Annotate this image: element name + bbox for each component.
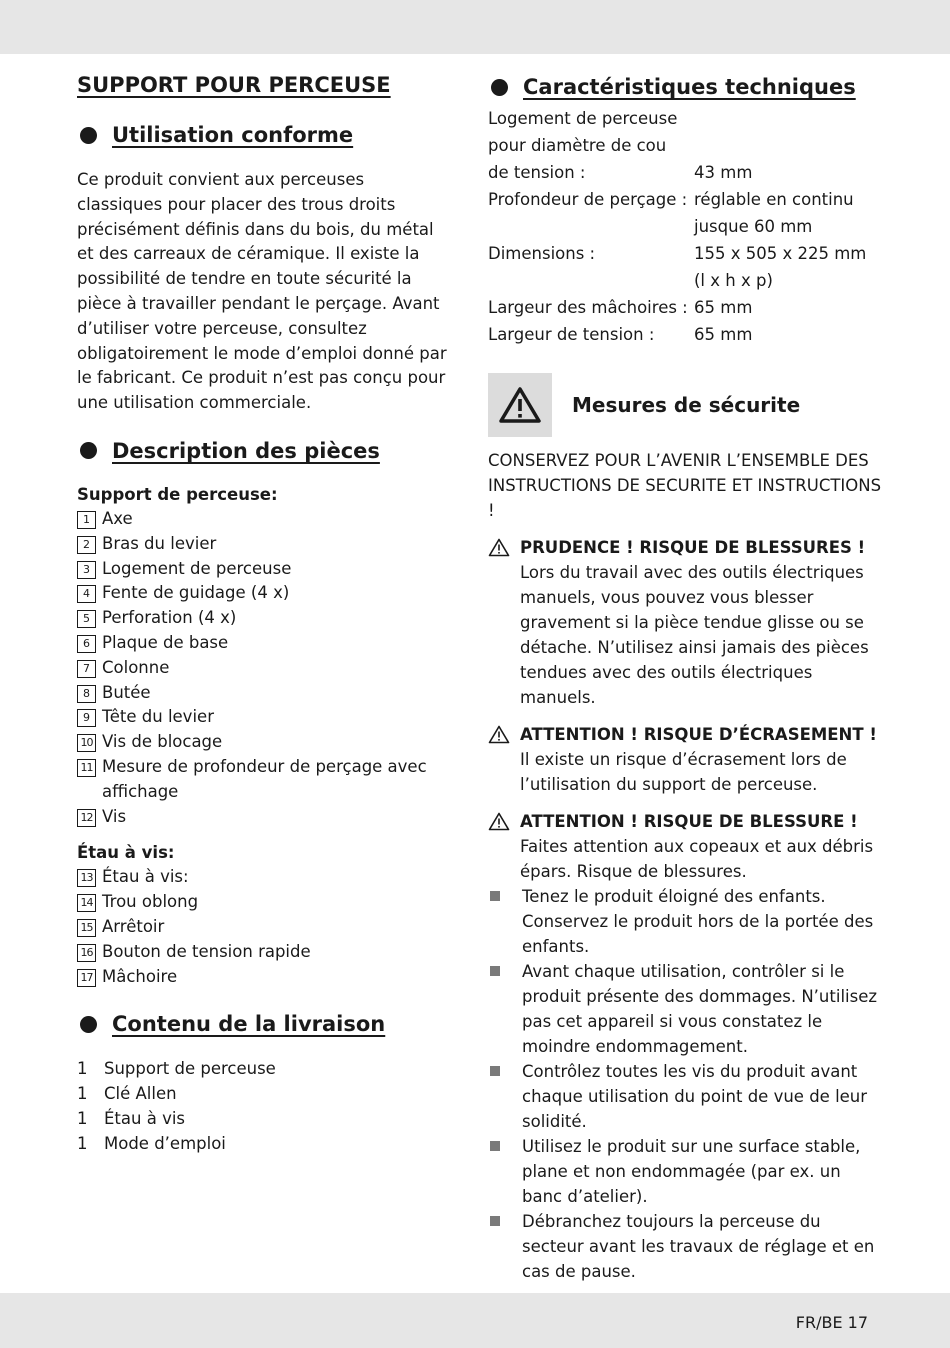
part-label: Mâchoire [102,966,178,986]
part-item [77,965,447,990]
part-item [77,890,447,915]
spec-value: 65 mm [694,325,753,344]
warning-block [488,809,883,884]
spec-label: de tension : [488,163,586,182]
delivery-label: Support de perceuse [104,1059,276,1079]
part-item [77,606,447,631]
parts-group-title: Support de perceuse: [77,484,278,504]
delivery-qty: 1 [77,1109,88,1129]
top-bar [0,0,950,54]
square-bullet-icon [490,891,500,901]
safety-bullet-text: Contrôlez toutes les vis du produit avant chaque utilisation du point de vue de leur solidité. [522,1062,868,1131]
section-title: Contenu de la livraison [112,1012,386,1037]
part-number: 5 [77,610,96,628]
parts-group-title: Étau à vis: [77,843,175,863]
delivery-label: Clé Allen [104,1084,177,1104]
bullet-icon [80,442,97,459]
part-item [77,631,447,656]
part-item [77,915,447,940]
part-item [77,507,447,532]
safety-bullet-item [488,1134,883,1209]
safety-bullet-item [488,1209,883,1284]
parts-list-drill-support [77,507,447,829]
spec-label: Largeur des mâchoires : [488,298,688,317]
page-number: FR/BE 17 [795,1313,868,1332]
spec-label: Logement de perceuse [488,109,678,128]
delivery-item [77,1131,447,1156]
safety-bullet-item [488,959,883,1059]
warning-heading: ATTENTION ! RISQUE DE BLESSURE ! [520,812,858,831]
page-title: SUPPORT POUR PERCEUSE [77,73,391,97]
part-number: 4 [77,585,96,603]
warning-text: Faites attention aux copeaux et aux débris épars. Risque de blessures. [520,837,874,881]
delivery-qty: 1 [77,1134,88,1154]
section-title: Utilisation conforme [112,123,354,147]
part-item [77,805,447,830]
safety-bullet-item [488,1059,883,1134]
part-label: Arrêtoir [102,916,165,936]
safety-bullet-text: Utilisez le produit sur une surface stable, plane et non endommagée (par ex. un banc d’atelier). [522,1137,861,1206]
warning-triangle-icon [488,373,552,437]
part-label: Axe [102,508,133,528]
spec-label: Profondeur de perçage : [488,190,688,209]
bullet-icon [491,79,508,96]
part-number: 9 [77,709,96,727]
section-specs-heading [488,72,883,102]
part-label: Butée [102,682,151,702]
part-item [77,705,447,730]
warning-text: Il existe un risque d’écrasement lors de l’utilisation du support de perceuse. [520,750,847,794]
part-number: 3 [77,561,96,579]
safety-heading [488,373,883,437]
part-number: 14 [77,894,96,912]
warning-icon [488,809,520,884]
part-item [77,681,447,706]
spec-value: (l x h x p) [694,271,773,290]
part-number: 6 [77,635,96,653]
spec-label: pour diamètre de cou [488,136,667,155]
part-number: 17 [77,969,96,987]
delivery-qty: 1 [77,1059,88,1079]
spec-label: Largeur de tension : [488,325,655,344]
square-bullet-icon [490,1141,500,1151]
part-number: 15 [77,919,96,937]
part-item [77,656,447,681]
section-title: Description des pièces [112,438,380,463]
left-column [77,70,447,1156]
part-label: Logement de perceuse [102,558,292,578]
part-number: 11 [77,759,96,777]
delivery-qty: 1 [77,1084,88,1104]
delivery-list [77,1056,447,1156]
square-bullet-icon [490,1066,500,1076]
section-parts-heading [77,436,447,466]
part-label: Perforation (4 x) [102,608,237,628]
part-number: 10 [77,734,96,752]
square-bullet-icon [490,966,500,976]
specs-table [488,105,883,348]
part-label: Plaque de base [102,632,229,652]
part-number: 1 [77,511,96,529]
part-item [77,865,447,890]
section-title: Caractéristiques techniques [523,75,856,99]
part-label: Trou oblong [102,892,199,912]
right-column [488,70,883,1284]
spec-label [488,213,694,240]
part-number: 8 [77,685,96,703]
safety-bullet-text: Tenez le produit éloigné des enfants. Conservez le produit hors de la portée des enfants. [522,887,874,956]
warning-icon [488,722,520,797]
safety-title: Mesures de sécurite [572,393,801,417]
delivery-label: Mode d’emploi [104,1134,226,1154]
spec-value: réglable en continu [694,190,854,209]
parts-list-vise [77,865,447,989]
part-item [77,532,447,557]
part-item [77,557,447,582]
part-label: Vis de blocage [102,732,223,752]
part-label: Étau à vis: [102,867,189,887]
warning-heading: ATTENTION ! RISQUE D’ÉCRASEMENT ! [520,725,877,744]
delivery-item [77,1056,447,1081]
warning-block [488,535,883,710]
section-usage-heading [77,120,447,150]
bullet-icon [80,1016,97,1033]
safety-bullet-text: Avant chaque utilisation, contrôler si le produit présente des dommages. N’utilisez pas cet appareil si vous constatez le moindre endommagement. [522,962,878,1056]
part-label: Bouton de tension rapide [102,941,311,961]
part-label: Bras du levier [102,533,217,553]
delivery-item [77,1106,447,1131]
keep-instructions-text: CONSERVEZ POUR L’AVENIR L’ENSEMBLE DES INSTRUCTIONS DE SECURITE ET INSTRUCTIONS ! [488,451,882,520]
part-number: 13 [77,869,96,887]
safety-bullet-list [488,884,883,1284]
part-number: 12 [77,809,96,827]
spec-value: 155 x 505 x 225 mm [694,244,867,263]
part-item [77,730,447,755]
spec-value: jusque 60 mm [694,217,813,236]
part-item [77,581,447,606]
bullet-icon [80,127,97,144]
part-item [77,755,447,805]
part-number: 7 [77,660,96,678]
part-label: Fente de guidage (4 x) [102,583,290,603]
warning-block [488,722,883,797]
safety-bullet-item [488,884,883,959]
spec-value: 43 mm [694,163,753,182]
part-item [77,940,447,965]
spec-label [488,267,694,294]
warning-icon [488,535,520,710]
part-number: 2 [77,536,96,554]
part-label: Colonne [102,657,170,677]
part-label: Tête du levier [102,707,214,727]
warning-text: Lors du travail avec des outils électriques manuels, vous pouvez vous blesser gravement si la pièce tendue glisse ou se détache. N’utilisez ainsi jamais des pièces tendues avec des outils électriques manuels. [520,563,869,707]
spec-value [694,132,883,159]
square-bullet-icon [490,1216,500,1226]
spec-value [694,105,883,132]
warning-heading: PRUDENCE ! RISQUE DE BLESSURES ! [520,538,866,557]
delivery-item [77,1081,447,1106]
part-label: Mesure de profondeur de perçage avec affichage [102,756,427,801]
delivery-label: Étau à vis [104,1109,186,1129]
part-label: Vis [102,806,127,826]
spec-label: Dimensions : [488,244,596,263]
part-number: 16 [77,944,96,962]
spec-value: 65 mm [694,298,753,317]
safety-bullet-text: Débranchez toujours la perceuse du secteur avant les travaux de réglage et en cas de pause. [522,1212,875,1281]
usage-text: Ce produit convient aux perceuses classiques pour placer des trous droits précisément définis dans du bois, du métal et des carreaux de céramique. Il existe la possibilité de tendre en toute sécurité la pièce à travailler pendant le perçage. Avant d’utiliser votre perceuse, consultez obligatoirement le mode d’emploi donné par le fabricant. Ce produit n’est pas conçu pour une utilisation commerciale. [77,170,447,413]
section-delivery-heading [77,1009,447,1039]
